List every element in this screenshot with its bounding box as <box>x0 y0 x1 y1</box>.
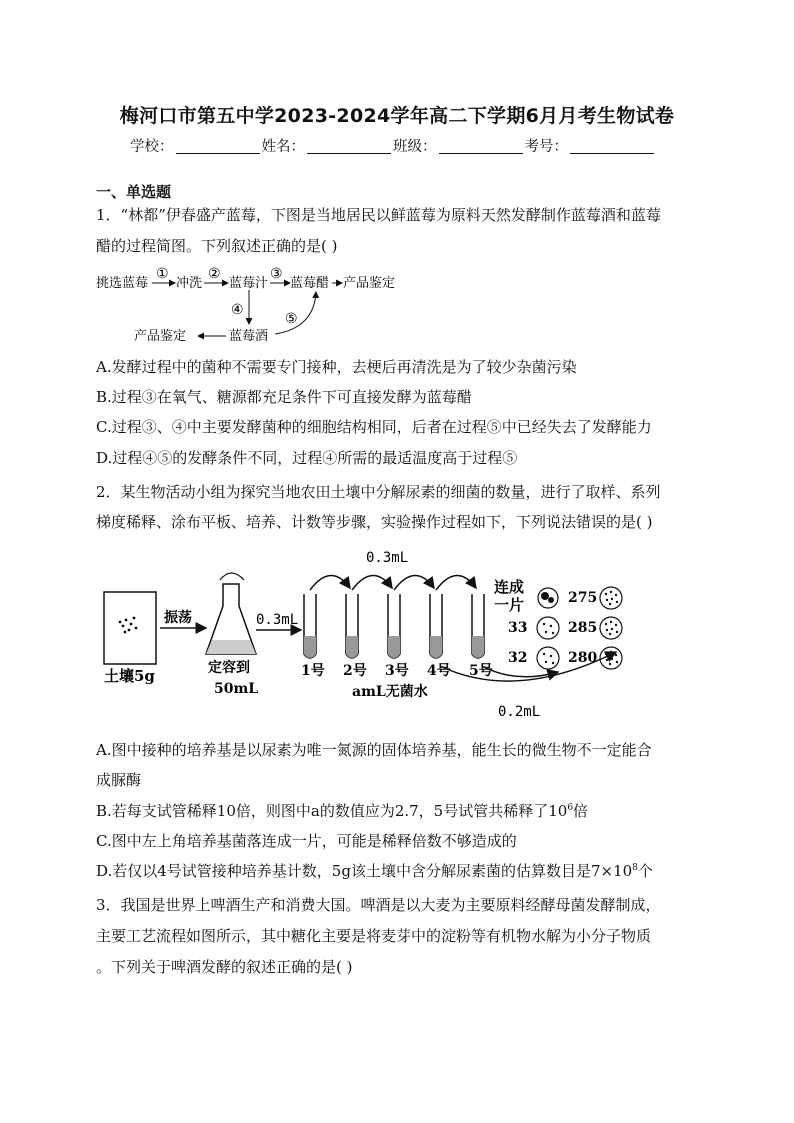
count-32: 32 <box>508 650 528 666</box>
class-blank[interactable] <box>439 137 523 154</box>
flask-label-2: 50mL <box>214 681 259 697</box>
vinegar-label: 蓝莓醋 <box>290 276 330 291</box>
q2-option-d-end: 个 <box>637 862 653 880</box>
tube-label-1: 1号 <box>301 663 325 679</box>
curve-arrow-2 <box>352 575 392 590</box>
school-label: 学校： <box>130 139 174 155</box>
name-label: 姓名： <box>261 139 305 155</box>
merged-label-1: 连成 <box>494 578 525 596</box>
q2-option-c[interactable]: C.图中左上角培养基菌落连成一片，可能是稀释倍数不够造成的 <box>96 832 517 850</box>
q2-option-b-end: 倍 <box>573 802 589 820</box>
tube-label-5: 5号 <box>469 663 493 679</box>
tube-label-4: 4号 <box>427 663 451 679</box>
step-1-label: ① <box>156 266 169 282</box>
volume-label-1: 0.3mL <box>256 612 299 628</box>
q2-option-b-exp: 6 <box>567 803 574 813</box>
q2-option-d-exp: 8 <box>632 863 638 873</box>
school-blank[interactable] <box>176 137 260 154</box>
plate-merged <box>538 588 558 608</box>
curve-arrow-4 <box>436 575 476 590</box>
q1-stem-line1: 1．“林都”伊春盛产蓝莓，下图是当地居民以鲜蓝莓为原料天然发酵制作蓝莓酒和蓝莓 <box>96 206 661 224</box>
q1-option-b[interactable]: B.过程③在氧气、糖源都充足条件下可直接发酵为蓝莓醋 <box>96 388 472 406</box>
q2-option-b[interactable] <box>96 800 588 821</box>
tube-5 <box>472 594 484 658</box>
wash-label: 冲洗 <box>176 276 203 291</box>
flask-stopper <box>220 573 244 580</box>
q3-stem-line2: 主要工艺流程如图所示，其中糖化主要是将麦芽中的淀粉等有机物水解为小分子物质 <box>96 927 652 945</box>
pick-label: 挑选蓝莓 <box>96 276 149 291</box>
q2-stem-line1: 2．某生物活动小组为探究当地农田土壤中分解尿素的细菌的数量，进行了取样、系列 <box>96 483 661 501</box>
shake-label: 振荡 <box>164 610 192 626</box>
q1-process-diagram <box>92 262 422 348</box>
soil-box <box>104 592 156 664</box>
q2-option-a-line2[interactable]: 成脲酶 <box>96 771 142 789</box>
tube-4 <box>430 594 442 658</box>
count-285: 285 <box>568 620 598 636</box>
step-2-label: ② <box>208 266 221 282</box>
tube-2 <box>346 594 358 658</box>
q3-stem-line1: 3．我国是世界上啤酒生产和消费大国。啤酒是以大麦为主要原料经酵母菌发酵制成， <box>96 896 661 914</box>
q1-option-d[interactable]: D.过程④⑤的发酵条件不同，过程④所需的最适温度高于过程⑤ <box>96 449 518 467</box>
curve-arrow-3 <box>394 575 434 590</box>
curve-arrow-1 <box>310 575 350 590</box>
q1-option-c[interactable]: C.过程③、④中主要发酵菌种的细胞结构相同，后者在过程⑤中已经失去了发酵能力 <box>96 418 652 436</box>
tube-label-2: 2号 <box>343 663 367 679</box>
step-3-label: ③ <box>270 266 283 282</box>
bottom-arrow-2 <box>482 666 558 677</box>
merged-label-2: 一片 <box>494 596 525 614</box>
q2-option-d[interactable] <box>96 860 653 881</box>
q2-option-d-text: D.若仅以4号试管接种培养基计数，5g该土壤中含分解尿素菌的估算数目是7×10 <box>96 862 633 880</box>
q2-option-b-text: B.若每支试管稀释10倍，则图中a的数值应为2.7，5号试管共稀释了10 <box>96 802 568 820</box>
plate-33 <box>537 617 559 639</box>
identify-label-1: 产品鉴定 <box>343 276 396 291</box>
wine-label: 蓝莓酒 <box>229 329 269 344</box>
step-4-label: ④ <box>231 302 244 318</box>
q2-stem-line2: 梯度稀释、涂布平板、培养、计数等步骤，实验操作过程如下，下列说法错误的是( ) <box>96 513 653 531</box>
exam-title: 梅河口市第五中学2023-2024学年高二下学期6月月考生物试卷 <box>119 105 675 127</box>
plate-275 <box>600 587 622 609</box>
section-heading: 一、单选题 <box>96 183 172 201</box>
class-label: 班级： <box>393 139 437 155</box>
q2-dilution-diagram <box>96 544 656 724</box>
q1-option-a[interactable]: A.发酵过程中的菌种不需要专门接种，去梗后再清洗是为了较少杂菌污染 <box>96 358 577 376</box>
volume-label-top: 0.3mL <box>366 550 409 566</box>
step-5-label: ⑤ <box>285 311 298 327</box>
tube-3 <box>388 594 400 658</box>
plate-32 <box>537 647 559 669</box>
count-33: 33 <box>508 620 528 636</box>
juice-label: 蓝莓汁 <box>229 276 269 291</box>
soil-label: 土壤5g <box>104 667 155 685</box>
tube-label-3: 3号 <box>385 663 409 679</box>
q1-stem-line2: 醋的过程简图。下列叙述正确的是( ) <box>96 237 338 255</box>
name-blank[interactable] <box>307 137 391 154</box>
q3-stem-line3: 。下列关于啤酒发酵的叙述正确的是( ) <box>96 958 353 976</box>
soil-dots <box>119 617 138 634</box>
count-280: 280 <box>568 650 598 666</box>
water-label: amL无菌水 <box>352 684 428 700</box>
identify-label-2: 产品鉴定 <box>134 329 187 344</box>
student-info-row <box>130 135 656 156</box>
flask-liquid <box>206 640 256 654</box>
number-blank[interactable] <box>570 137 654 154</box>
q2-option-a-line1[interactable]: A.图中接种的培养基是以尿素为唯一氮源的固体培养基，能生长的微生物不一定能合 <box>96 741 652 759</box>
volume-label-2: 0.2mL <box>498 704 541 720</box>
count-275: 275 <box>568 590 598 606</box>
number-label: 考号： <box>524 139 568 155</box>
flask-label-1: 定容到 <box>208 660 250 676</box>
tube-1 <box>304 594 316 658</box>
plate-285 <box>600 617 622 639</box>
